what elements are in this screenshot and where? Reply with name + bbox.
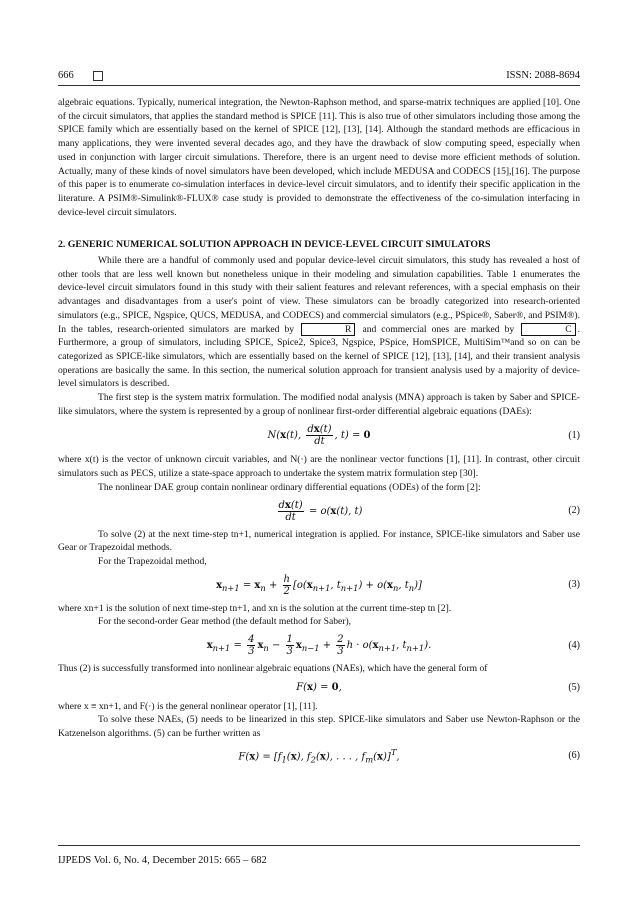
equation-6-number: (6) — [568, 750, 580, 762]
equation-4: $x_{n+1}$ = $\frac{4}{3}$ $x_n$ − $\frac{1}{3}$ $x_{n-1}$ + $\frac{2}{3}$ $h \cdot o(x_{n+1}$, $t_{n+1}$). (4) — [206, 634, 580, 658]
section-heading: 2. GENERIC NUMERICAL SOLUTION APPROACH IN DEVICE-LEVEL CIRCUIT SIMULATORS — [58, 239, 491, 251]
equation-3: $x_{n+1} = x_n$ + $\frac{h}{2}$ [$o(x_{n+1}$, $t_{n+1}) + o(x_n$, $t_n$)] (3) — [216, 573, 580, 597]
paragraph-trapezoidal: For the Trapezoidal method, — [98, 555, 207, 567]
equation-5: F(x) = 0, (5) — [296, 681, 580, 693]
paragraph-where-x: where x(t) is the vector of unknown circuit variables, and N(·) are the nonlinear vector functions [1], [11]. In contrast, other circuit simulators such as PECS, utilize a state-space approach to undertake the system matrix formulation step [30]. — [58, 454, 580, 480]
equation-1-number: (1) — [568, 430, 580, 442]
p1-text-a: While there are a handful of commonly used and popular device-level circuit simulators, this study has revealed a host of other tools that are less well known but nonetheless unique in their modeling and simulation capabilities. Table 1 enumerates the device-level circuit simulators found in this study with their salient features and relevant references, with a special emphasis on their advantages and disadvantages from a user's point of view. These simulators can be broadly categorized into research-oriented simulators (e.g., SPICE, Ngspice, QUCS, MEDUSA, and CODECS) and commercial simulators (e.g., PSpice®, Saber®, and PSIM®). In the tables, research-oriented simulators are marked by — [58, 255, 580, 335]
equation-6: $F(x) = [f_1(x)$, $f_2(x)$, . . . , $f_m(x)]^T$, (6) — [238, 746, 580, 764]
paragraph-nae: Thus (2) is successfully transformed into nonlinear algebraic equations (NAEs), which have the general form of — [58, 663, 488, 675]
paragraph-simulators — [58, 254, 580, 391]
paragraph-dae-group: The nonlinear DAE group contain nonlinear ordinary differential equations (ODEs) of the form [2]: — [98, 481, 481, 493]
p1-text-b: and commercial ones are marked by — [362, 323, 515, 335]
marker-commercial: C — [521, 323, 575, 336]
equation-2-number: (2) — [568, 505, 580, 517]
paragraph-gear: For the second-order Gear method (the default method for Saber), — [98, 616, 352, 628]
equation-4-number: (4) — [568, 639, 580, 651]
paragraph-where-solution: where xn+1 is the solution of next time-step tn+1, and xn is the solution at the current time-step tn [2]. — [58, 602, 452, 614]
paragraph-where-operator: where x ≡ xn+1, and F(·) is the general nonlinear operator [1], [11]. — [58, 700, 318, 712]
header-rule — [58, 85, 580, 86]
equation-2: $\frac{dx(t)}{dt}$ = o(x(t), t) (2) — [278, 499, 580, 523]
paragraph-solve: To solve (2) at the next time-step tn+1, numerical integration is applied. For instance, SPICE-like simulators and Saber use Gear or Trapezoidal methods. — [58, 528, 580, 554]
equation-5-number: (5) — [568, 681, 580, 693]
square-icon — [93, 71, 103, 81]
page-number: 666 — [58, 70, 74, 81]
journal-issn: ISSN: 2088-8694 — [506, 70, 580, 81]
equation-1: N(x(t), $\frac{dx(t)}{dt}$ , t) = 0 (1) — [267, 424, 580, 448]
paragraph-linearize: To solve these NAEs, (5) needs to be linearized in this step. SPICE-like simulators and Saber use Newton-Raphson or the Katzenelson algorithms. (5) can be further written as — [58, 714, 580, 739]
p1-text-c: . Furthermore, a group of simulators, including SPICE, Spice2, Spice3, Ngspice, PSpice, HomSPICE, MultiSim™and so on can be categorized as SPICE-like simulators, which are essentially based on the kernel of SPICE [12], [13], [14], and their transient analysis operations are basically the same. In this section, the numerical solution approach for transient analysis used by a majority of device-level simulators is described. — [58, 323, 581, 390]
intro-paragraph: algebraic equations. Typically, numerical integration, the Newton-Raphson method, and sparse-matrix techniques are applied [10]. One of the circuit simulators, that applies the standard method is SPICE [11]. This is also true of other simulators including those among the SPICE family which are essentially based on the kernel of SPICE [12], [13], [14]. Although the standard methods are efficacious in many applications, they were invented several decades ago, and they have the drawback of slow computing speed, especially when used in conjunction with larger circuit simulations. Therefore, there is an urgent need to devise more efficient methods of solution. Actually, many of these kinds of novel simulators have been developed, which include MEDUSA and CODECS [15],[16]. The purpose of this paper is to enumerate co-simulation interfaces in device-level circuit simulators, and to identify their specific application in the literature. A PSIM®-Simulink®-FLUX® case study is provided to demonstrate the effectiveness of the co-simulation interfacing in device-level circuit simulators. — [58, 97, 580, 218]
footer-rule — [58, 845, 580, 846]
running-footer: IJPEDS Vol. 6, No. 4, December 2015: 665 – 682 — [58, 855, 267, 866]
marker-research: R — [301, 323, 355, 336]
paragraph-mna: The first step is the system matrix formulation. The modified nodal analysis (MNA) approach is taken by Saber and SPICE-like simulators, where the system is represented by a group of nonlinear first-order differential algebraic equations (DAEs): — [58, 392, 580, 417]
article-body — [58, 96, 580, 772]
equation-3-number: (3) — [568, 579, 580, 591]
